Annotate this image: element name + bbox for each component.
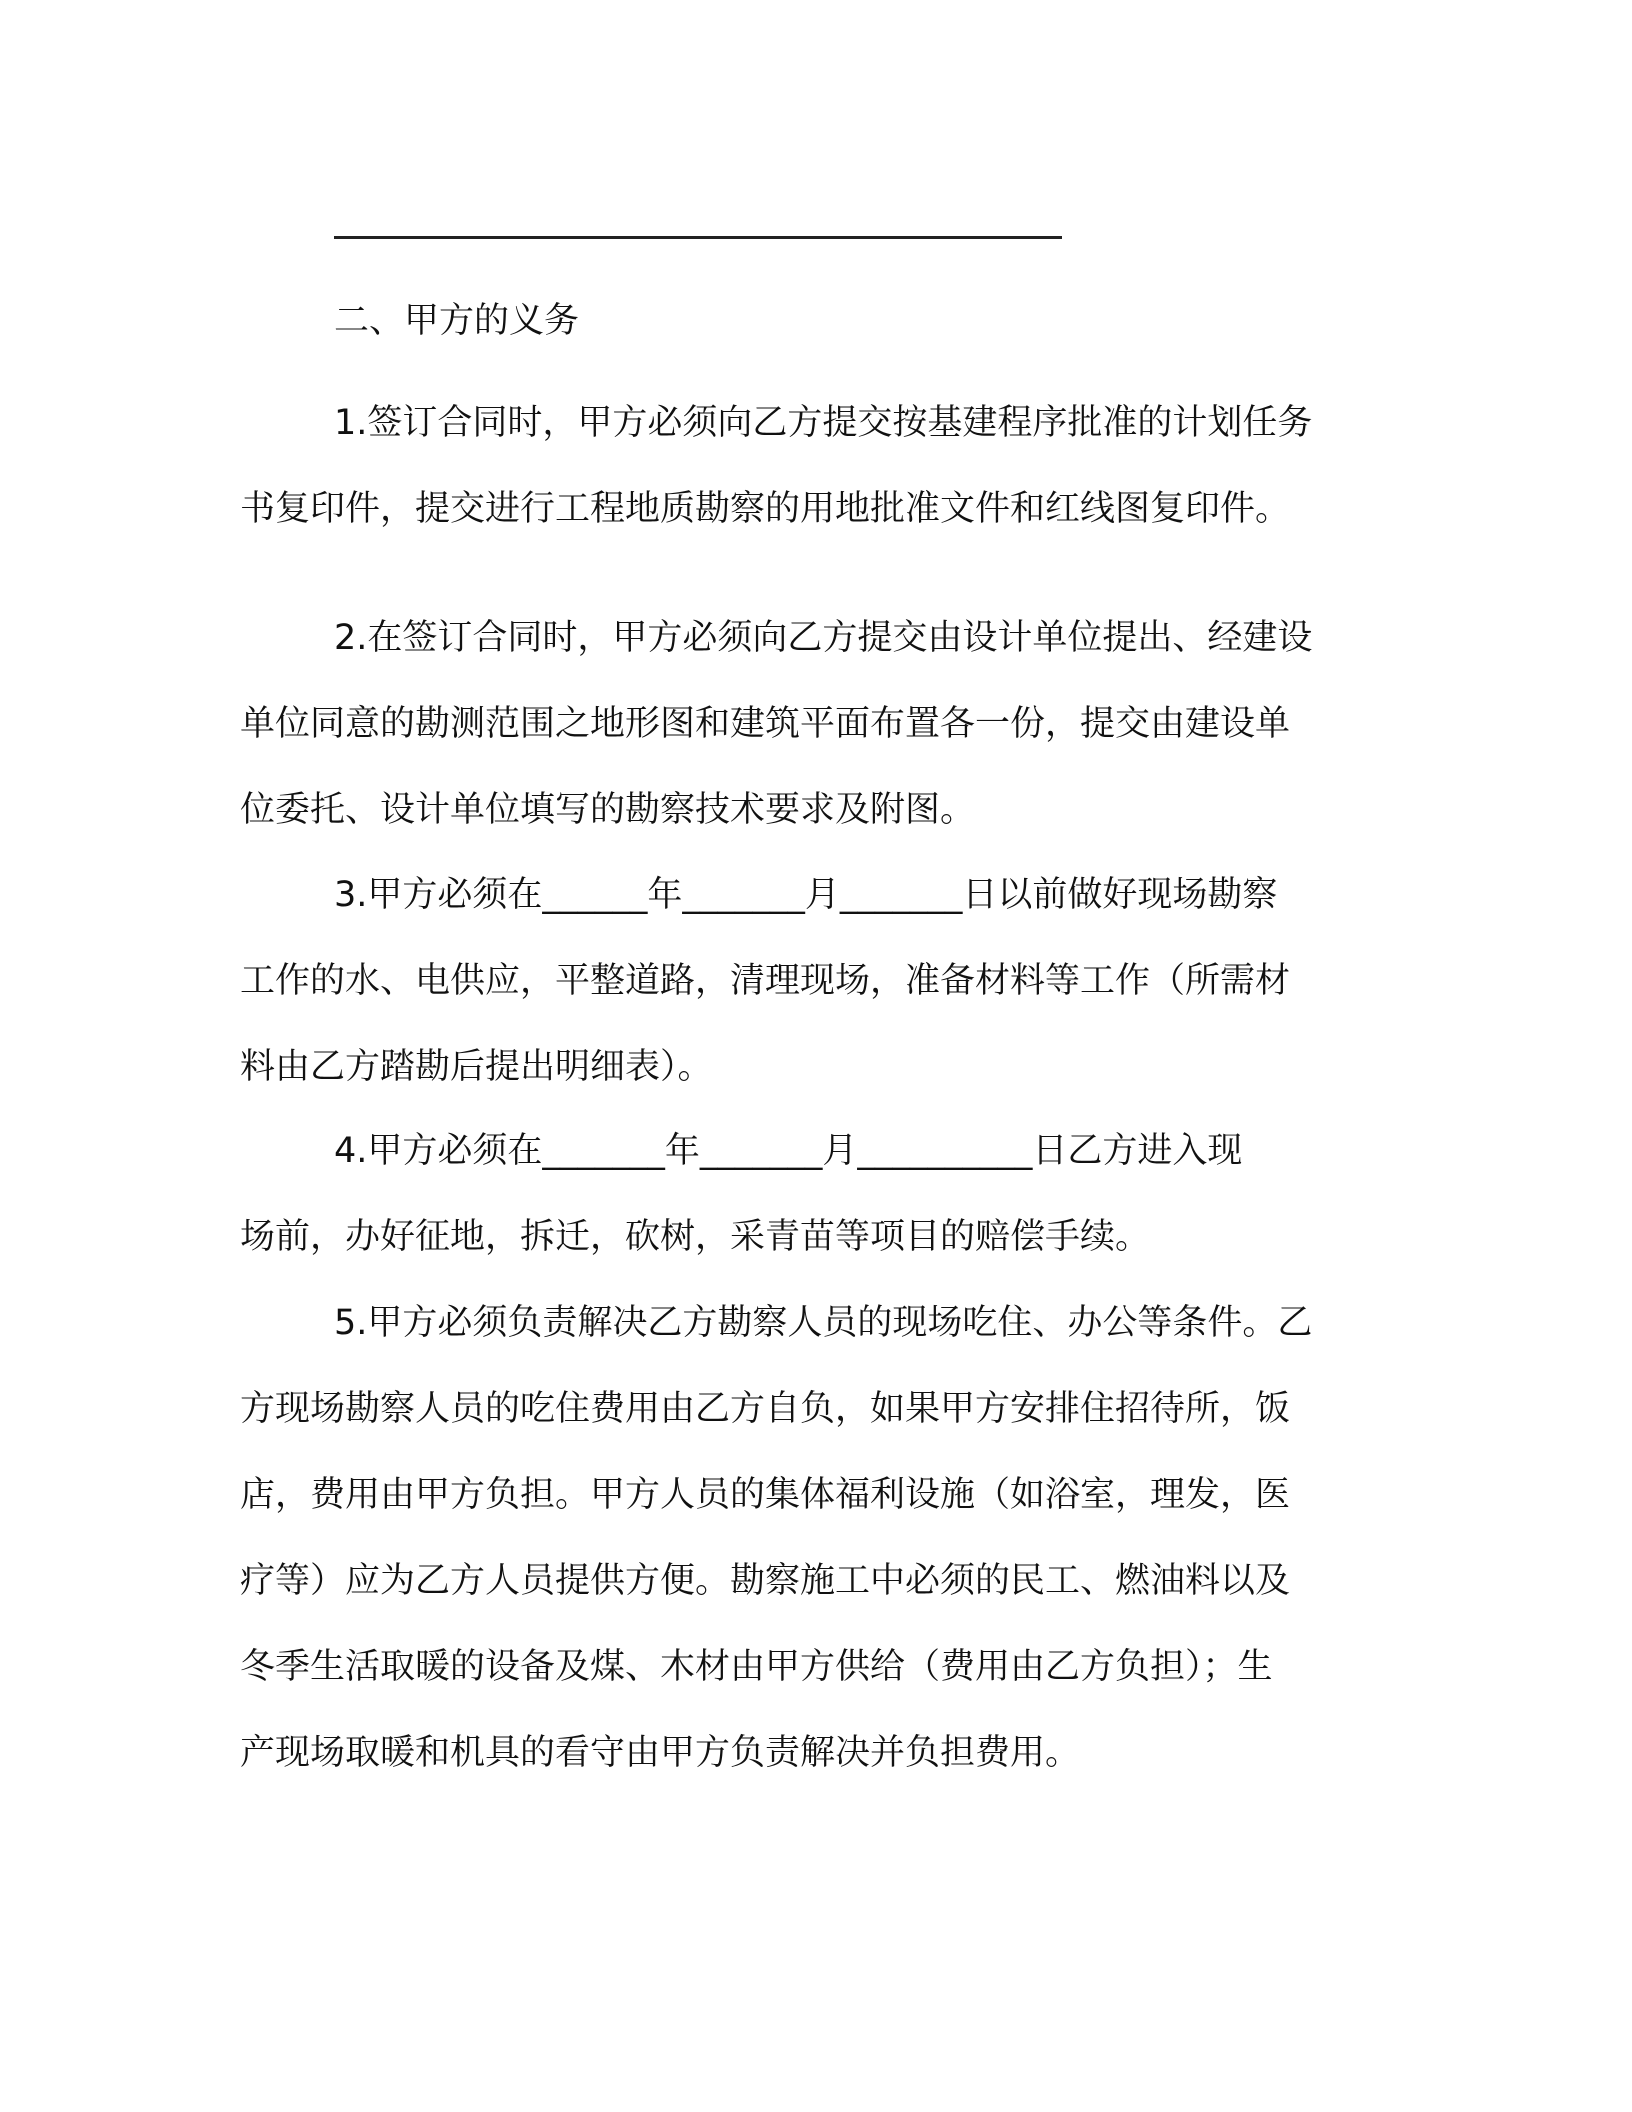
paragraph-line: 位委托、设计单位填写的勘察技术要求及附图。: [240, 790, 976, 830]
paragraph-line: 2.在签订合同时，甲方必须向乙方提交由设计单位提出、经建设: [334, 618, 1313, 658]
paragraph-line: 1.签订合同时，甲方必须向乙方提交按基建程序批准的计划任务: [334, 403, 1313, 443]
paragraph-line: 单位同意的勘测范围之地形图和建筑平面布置各一份，提交由建设单: [240, 704, 1291, 744]
paragraph-3: [240, 852, 1390, 1110]
blank-fill-line: [334, 236, 1062, 239]
paragraph-line: 料由乙方踏勘后提出明细表）。: [240, 1047, 713, 1087]
paragraph-line: 冬季生活取暖的设备及煤、木材由甲方供给（费用由乙方负担）；生: [240, 1647, 1273, 1687]
paragraph-line: 疗等）应为乙方人员提供方便。勘察施工中必须的民工、燃油料以及: [240, 1561, 1291, 1601]
paragraph-line: 5.甲方必须负责解决乙方勘察人员的现场吃住、办公等条件。乙: [334, 1303, 1313, 1343]
paragraph-line: 4.甲方必须在_______年_______月__________日乙方进入现: [334, 1131, 1243, 1171]
section-heading: 二、甲方的义务: [334, 301, 580, 341]
paragraph-4: [240, 1108, 1390, 1280]
paragraph-line: 方现场勘察人员的吃住费用由乙方自负，如果甲方安排住招待所，饭: [240, 1389, 1291, 1429]
paragraph-line: 3.甲方必须在______年_______月_______日以前做好现场勘察: [334, 875, 1278, 915]
paragraph-1: [240, 380, 1390, 552]
paragraph-line: 店，费用由甲方负担。甲方人员的集体福利设施（如浴室，理发，医: [240, 1475, 1291, 1515]
paragraph-line: 产现场取暖和机具的看守由甲方负责解决并负担费用。: [240, 1733, 1081, 1773]
paragraph-line: 工作的水、电供应，平整道路，清理现场，准备材料等工作（所需材: [240, 961, 1291, 1001]
paragraph-2: [240, 595, 1390, 853]
paragraph-line: 场前，办好征地，拆迁，砍树，采青苗等项目的赔偿手续。: [240, 1217, 1151, 1257]
paragraph-line: 书复印件，提交进行工程地质勘察的用地批准文件和红线图复印件。: [240, 489, 1291, 529]
paragraph-5: [240, 1280, 1390, 1796]
